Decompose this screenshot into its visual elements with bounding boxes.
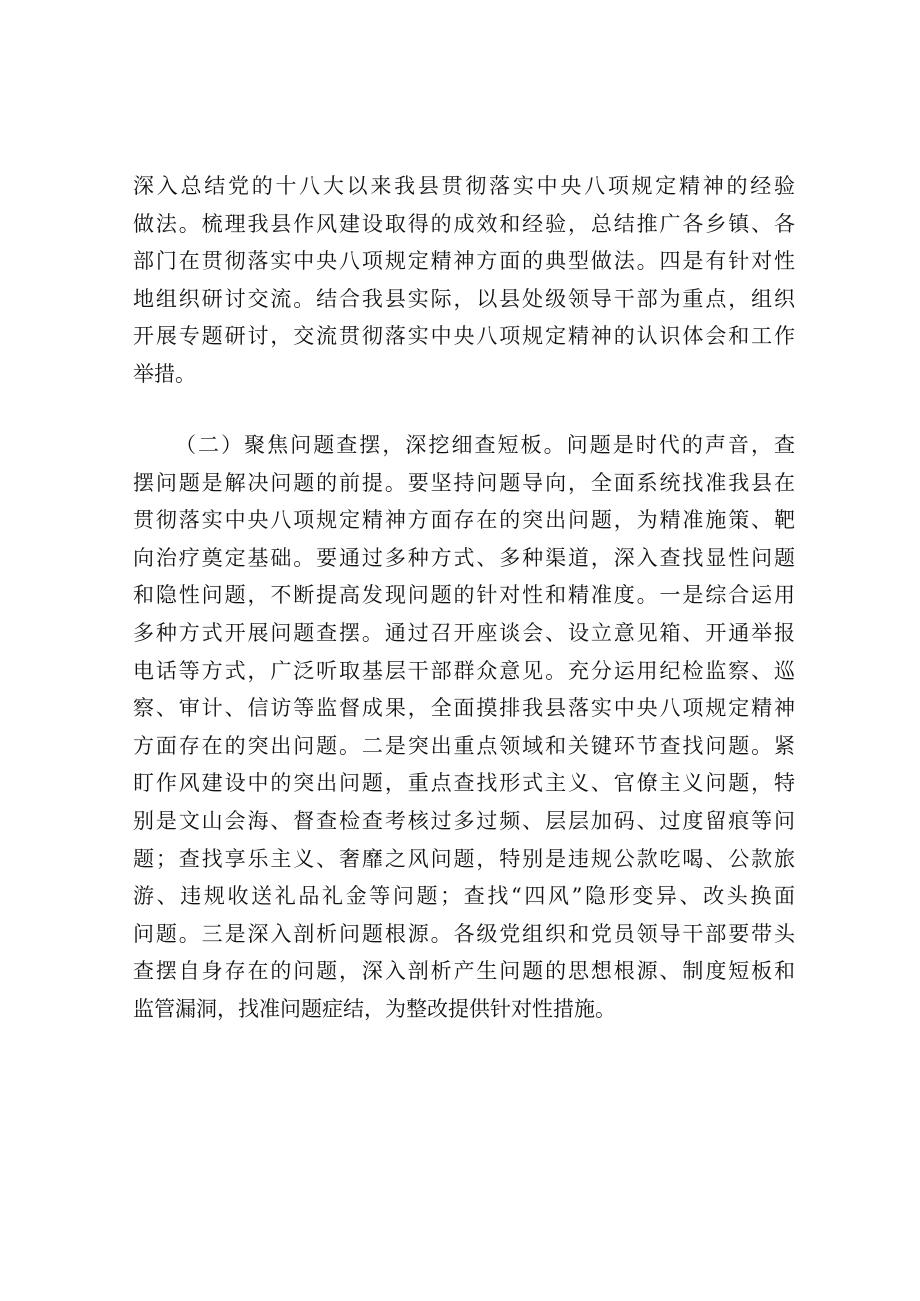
paragraph-2-line: 多种方式开展问题查摆。通过召开座谈会、设立意见箱、开通举报	[133, 620, 795, 645]
paragraph-2-line: 察、审计、信访等监督成果，全面摸排我县落实中央八项规定精神	[133, 696, 795, 721]
paragraph-2-line: 别是文山会海、督查检查考核过多过频、层层加码、过度留痕等问	[133, 808, 795, 833]
paragraph-2-line: 查摆自身存在的问题，深入剖析产生问题的思想根源、制度短板和	[133, 959, 795, 984]
paragraph-2-line: 摆问题是解决问题的前提。要坚持问题导向，全面系统找准我县在	[133, 470, 795, 495]
paragraph-2-line: 电话等方式，广泛听取基层干部群众意见。充分运用纪检监察、巡	[133, 658, 795, 683]
paragraph-2-line: 贯彻落实中央八项规定精神方面存在的突出问题，为精准施策、靶	[133, 508, 795, 533]
paragraph-2-line: 监管漏洞，找准问题症结，为整改提供针对性措施。	[133, 996, 616, 1021]
paragraph-1-line: 做法。梳理我县作风建设取得的成效和经验，总结推广各乡镇、各	[133, 211, 795, 236]
paragraph-1-line: 举措。	[133, 361, 196, 386]
paragraph-2-line: 游、违规收送礼品礼金等问题；查找“四风”隐形变异、改头换面	[133, 884, 795, 909]
paragraph-1-line: 深入总结党的十八大以来我县贯彻落实中央八项规定精神的经验	[133, 174, 795, 198]
paragraph-1-line: 部门在贯彻落实中央八项规定精神方面的典型做法。四是有针对性	[133, 249, 795, 274]
paragraph-2-line: 题；查找享乐主义、奢靡之风问题，特别是违规公款吃喝、公款旅	[133, 846, 795, 871]
paragraph-2-line: 方面存在的突出问题。二是突出重点领域和关键环节查找问题。紧	[133, 733, 795, 758]
paragraph-2-line: 问题。三是深入剖析问题根源。各级党组织和党员领导干部要带头	[133, 921, 795, 946]
paragraph-2	[133, 427, 795, 1029]
paragraph-1-line: 地组织研讨交流。结合我县实际，以县处级领导干部为重点，组织	[133, 286, 795, 311]
paragraph-1	[133, 168, 795, 394]
paragraph-2-line: 盯作风建设中的突出问题，重点查找形式主义、官僚主义问题，特	[133, 771, 795, 796]
paragraph-1-line: 开展专题研讨，交流贯彻落实中央八项规定精神的认识体会和工作	[133, 324, 795, 349]
paragraph-2-heading-line: （二）聚焦问题查摆，深挖细查短板。问题是时代的声音，查	[175, 433, 795, 457]
paragraph-2-line: 向治疗奠定基础。要通过多种方式、多种渠道，深入查找显性问题	[133, 545, 795, 570]
paragraph-2-line: 和隐性问题，不断提高发现问题的针对性和精准度。一是综合运用	[133, 583, 795, 608]
